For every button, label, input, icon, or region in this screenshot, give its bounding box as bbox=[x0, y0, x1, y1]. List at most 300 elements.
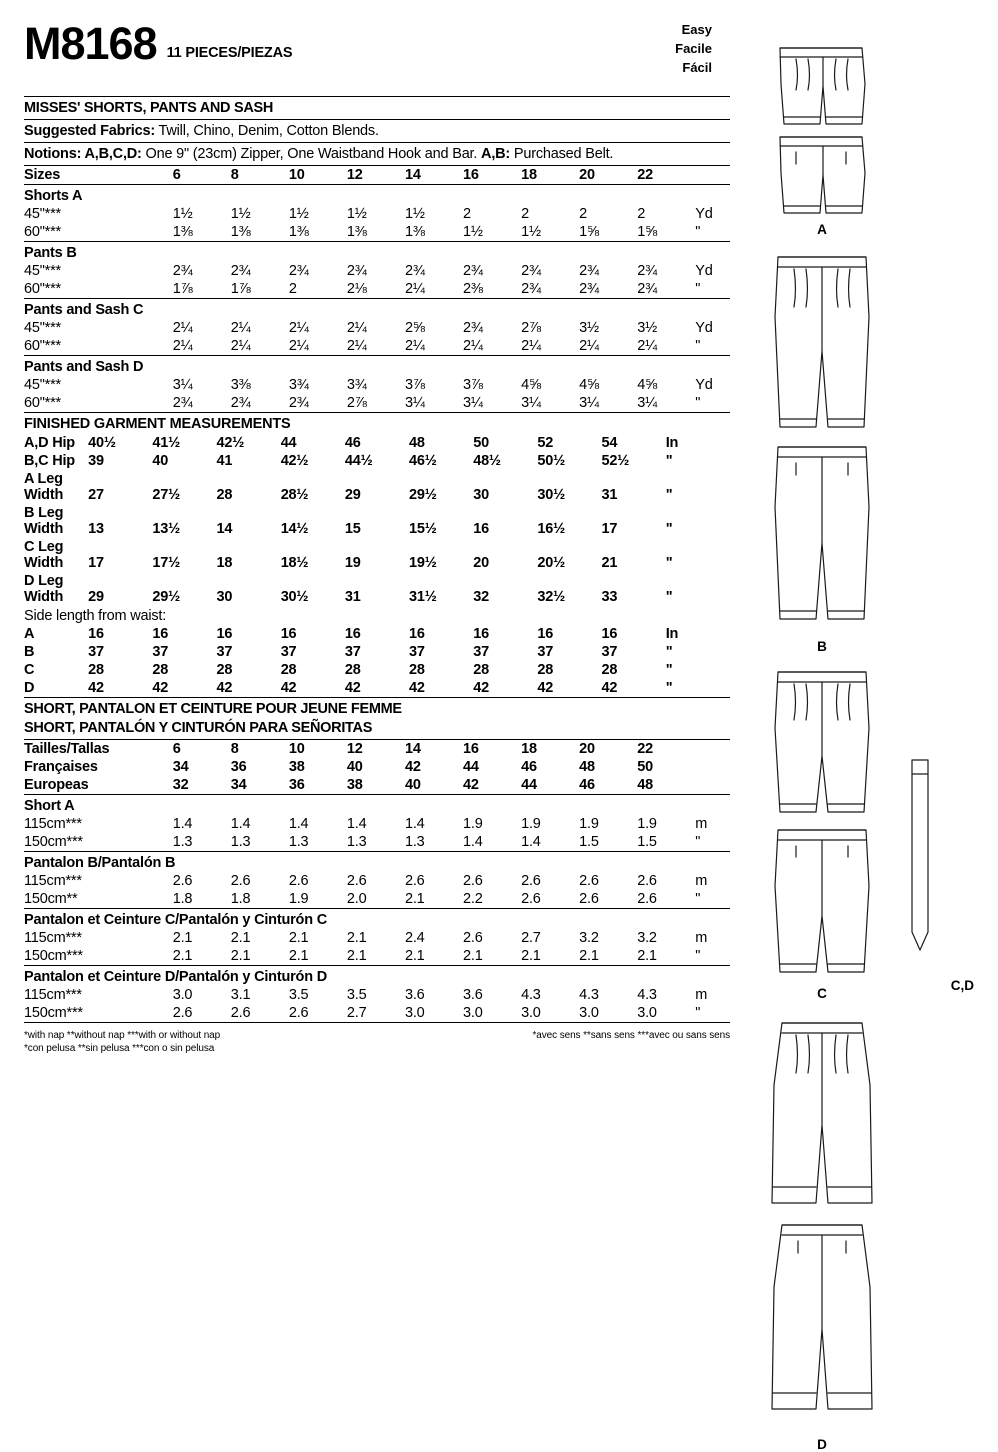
cell: 3.0 bbox=[579, 1005, 599, 1021]
cell: 1½ bbox=[288, 206, 309, 222]
cell: 3.2 bbox=[637, 930, 657, 946]
notions-label-2: A,B: bbox=[481, 146, 511, 162]
cell: 32 bbox=[473, 589, 489, 605]
cell: 2.6 bbox=[404, 873, 425, 889]
spec-table-column bbox=[24, 96, 730, 1059]
cell: 1⅝ bbox=[579, 224, 599, 240]
row-label: 115cm*** bbox=[24, 873, 82, 889]
table-row-section bbox=[24, 795, 730, 816]
cell: 18 bbox=[521, 167, 537, 183]
cell: 39 bbox=[88, 453, 104, 469]
cell: 2¼ bbox=[230, 320, 251, 336]
table-row bbox=[24, 872, 730, 890]
spacer bbox=[173, 356, 730, 377]
cell: 38 bbox=[288, 759, 305, 775]
imperial-yardage-table bbox=[24, 166, 730, 412]
cell: 2.2 bbox=[463, 891, 483, 907]
table-row bbox=[24, 929, 730, 947]
cell: 16 bbox=[216, 626, 233, 642]
row-label: Tailles/Tallas bbox=[24, 741, 110, 757]
cell: 17½ bbox=[152, 555, 180, 571]
cell: 2.1 bbox=[637, 948, 657, 964]
cell: 16 bbox=[409, 626, 425, 642]
unit: Yd bbox=[695, 320, 713, 336]
cell: 3¼ bbox=[404, 395, 425, 411]
table-row bbox=[24, 1004, 730, 1022]
table-row bbox=[24, 890, 730, 909]
unit: " bbox=[665, 589, 673, 605]
cell: 22 bbox=[637, 741, 653, 757]
cell: 2.1 bbox=[404, 948, 425, 964]
cell: 2¼ bbox=[288, 320, 309, 336]
cell: 20 bbox=[473, 555, 489, 571]
cell: 3¼ bbox=[463, 395, 483, 411]
cell: 3.2 bbox=[579, 930, 599, 946]
cell: 16½ bbox=[537, 521, 565, 537]
cell: 1.8 bbox=[172, 891, 193, 907]
cell: 2.0 bbox=[346, 891, 367, 907]
cell: 2.6 bbox=[288, 873, 309, 889]
unit: " bbox=[695, 395, 701, 411]
cell: 48 bbox=[579, 759, 595, 775]
unit: " bbox=[695, 224, 701, 240]
cell: 2.6 bbox=[463, 930, 483, 946]
cell: 10 bbox=[288, 741, 305, 757]
unit: " bbox=[665, 453, 673, 469]
cell: 2⅜ bbox=[463, 281, 483, 297]
unit: Yd bbox=[695, 377, 713, 393]
unit: In bbox=[665, 626, 679, 642]
cell: 42 bbox=[404, 759, 421, 775]
cell: 1.3 bbox=[172, 834, 193, 850]
cell: 44 bbox=[280, 435, 297, 451]
cell: 2.7 bbox=[346, 1005, 367, 1021]
section-label: Shorts A bbox=[24, 185, 173, 206]
spacer bbox=[173, 795, 730, 816]
cell: 1.4 bbox=[404, 816, 425, 832]
notions-value: One 9" (23cm) Zipper, One Waistband Hook and Bar. bbox=[141, 146, 482, 162]
cell: 10 bbox=[288, 167, 305, 183]
spacer bbox=[173, 185, 730, 206]
cell: 2.6 bbox=[346, 873, 367, 889]
cell: 40 bbox=[152, 453, 169, 469]
side-length-label: Side length from waist: bbox=[24, 608, 167, 624]
cell: 37 bbox=[280, 644, 297, 660]
row-label: 150cm*** bbox=[24, 948, 83, 964]
cell: 2.6 bbox=[637, 873, 657, 889]
unit bbox=[695, 740, 730, 758]
unit: In bbox=[665, 435, 679, 451]
cell: 1.4 bbox=[346, 816, 367, 832]
difficulty-block bbox=[675, 20, 712, 77]
cell: 1½ bbox=[230, 206, 251, 222]
cell: 54 bbox=[601, 435, 618, 451]
cell: 32½ bbox=[537, 589, 565, 605]
row-label: 115cm*** bbox=[24, 930, 82, 946]
cell: 3.1 bbox=[230, 987, 251, 1003]
cell: 2.6 bbox=[579, 891, 599, 907]
cell: 36 bbox=[288, 777, 305, 793]
table-row bbox=[24, 643, 730, 661]
cell: 2¾ bbox=[463, 263, 483, 279]
table-row bbox=[24, 280, 730, 299]
cell: 52 bbox=[537, 435, 554, 451]
row-label: 60"*** bbox=[24, 395, 62, 411]
cell: 2.1 bbox=[346, 930, 367, 946]
cell: 14 bbox=[404, 741, 421, 757]
table-row bbox=[24, 661, 730, 679]
cell: 2¼ bbox=[172, 338, 193, 354]
cell: 2¼ bbox=[637, 338, 657, 354]
cell: 44 bbox=[521, 777, 537, 793]
row-label: A bbox=[24, 626, 35, 642]
cell: 37 bbox=[216, 644, 233, 660]
table-row bbox=[24, 815, 730, 833]
cell: 48½ bbox=[473, 453, 501, 469]
section-label: Pantalon B/Pantalón B bbox=[24, 852, 730, 873]
cell: 17 bbox=[88, 555, 104, 571]
row-label: Françaises bbox=[24, 759, 98, 775]
cell: 15 bbox=[344, 521, 361, 537]
cell: 2.1 bbox=[172, 930, 193, 946]
cell: 31 bbox=[601, 487, 618, 503]
illustration-label-a: A bbox=[817, 222, 827, 237]
cell: 29½ bbox=[152, 589, 180, 605]
unit bbox=[695, 776, 730, 795]
cell: 1.9 bbox=[637, 816, 657, 832]
cell: 2⅞ bbox=[521, 320, 541, 336]
table-row bbox=[24, 376, 730, 394]
cell: 3½ bbox=[637, 320, 657, 336]
cell: 1⅞ bbox=[230, 281, 251, 297]
cell: 2 bbox=[521, 206, 529, 222]
cell: 37 bbox=[537, 644, 554, 660]
cell: 40½ bbox=[88, 435, 116, 451]
suggested-fabrics-label: Suggested Fabrics: bbox=[24, 123, 155, 139]
cell: 2¾ bbox=[230, 395, 251, 411]
cell: 3¼ bbox=[521, 395, 541, 411]
cell: 18½ bbox=[280, 555, 309, 571]
section-label: Pantalon et Ceinture D/Pantalón y Cinturón D bbox=[24, 966, 730, 987]
cell: 3.6 bbox=[463, 987, 483, 1003]
cell: 18 bbox=[521, 741, 537, 757]
title-french: SHORT, PANTALON ET CEINTURE POUR JEUNE FEMME bbox=[24, 701, 402, 717]
cell: 2¼ bbox=[404, 338, 425, 354]
cell: 6 bbox=[172, 741, 181, 757]
pants-d-drawing bbox=[736, 1015, 974, 1435]
cell: 8 bbox=[230, 167, 239, 183]
cell: 2¼ bbox=[463, 338, 483, 354]
cell: 2¼ bbox=[579, 338, 599, 354]
cell: 42½ bbox=[280, 453, 309, 469]
cell: 42 bbox=[88, 680, 104, 696]
cell: 1.9 bbox=[463, 816, 483, 832]
cell: 1⅜ bbox=[346, 224, 367, 240]
suggested-fabrics-value: Twill, Chino, Denim, Cotton Blends. bbox=[154, 123, 379, 139]
pants-c-drawing bbox=[736, 664, 974, 1008]
cell: 3½ bbox=[579, 320, 599, 336]
cell: 21 bbox=[601, 555, 618, 571]
cell: 2 bbox=[463, 206, 471, 222]
row-label: A Leg Width bbox=[24, 471, 64, 503]
table-row bbox=[24, 947, 730, 966]
cell: 1½ bbox=[404, 206, 425, 222]
unit: " bbox=[665, 662, 673, 678]
cell: 1.3 bbox=[404, 834, 425, 850]
cell: 48 bbox=[409, 435, 425, 451]
row-label: B Leg Width bbox=[24, 505, 64, 537]
table-row-sizes bbox=[24, 166, 730, 185]
cell: 20½ bbox=[537, 555, 565, 571]
difficulty-fr: Facile bbox=[675, 41, 712, 56]
cell: 14 bbox=[404, 167, 421, 183]
notions-label: Notions: A,B,C,D: bbox=[24, 146, 142, 162]
row-label: 115cm*** bbox=[24, 987, 82, 1003]
cell: 28 bbox=[473, 662, 489, 678]
cell: 3¾ bbox=[288, 377, 309, 393]
cell: 42 bbox=[537, 680, 554, 696]
table-row-section bbox=[24, 966, 730, 987]
cell: 2.1 bbox=[346, 948, 367, 964]
cell: 16 bbox=[463, 741, 479, 757]
cell: 20 bbox=[579, 167, 595, 183]
cell: 30 bbox=[473, 487, 489, 503]
cell: 2¾ bbox=[521, 263, 541, 279]
cell: 28½ bbox=[280, 487, 309, 503]
unit: m bbox=[695, 987, 708, 1003]
cell: 37 bbox=[409, 644, 425, 660]
cell: 2¼ bbox=[521, 338, 541, 354]
spacer bbox=[173, 299, 730, 320]
cell: 3¼ bbox=[637, 395, 657, 411]
unit: m bbox=[695, 816, 708, 832]
cell: 12 bbox=[346, 167, 363, 183]
table-row bbox=[24, 625, 730, 643]
cell: 2.1 bbox=[463, 948, 483, 964]
cell: 40 bbox=[404, 777, 421, 793]
cell: 2¼ bbox=[230, 338, 251, 354]
table-row bbox=[24, 538, 730, 572]
notions-value-2: Purchased Belt. bbox=[510, 146, 614, 162]
unit: " bbox=[665, 644, 673, 660]
cell: 2¾ bbox=[463, 320, 483, 336]
cell: 2¾ bbox=[637, 281, 657, 297]
table-row bbox=[24, 504, 730, 538]
cell: 27 bbox=[88, 487, 104, 503]
cell: 28 bbox=[344, 662, 361, 678]
row-label: 60"*** bbox=[24, 338, 62, 354]
cell: 2.6 bbox=[288, 1005, 309, 1021]
unit: Yd bbox=[695, 263, 713, 279]
cell: 4.3 bbox=[637, 987, 657, 1003]
cell: 2 bbox=[579, 206, 588, 222]
divider bbox=[24, 1022, 730, 1023]
cell: 17 bbox=[601, 521, 618, 537]
cell: 42 bbox=[409, 680, 425, 696]
cell: 3.6 bbox=[404, 987, 425, 1003]
cell: 2¾ bbox=[637, 263, 657, 279]
cell: 1.9 bbox=[579, 816, 599, 832]
illustration-label-cd: C,D bbox=[950, 978, 974, 993]
cell: 2¼ bbox=[288, 338, 309, 354]
cell: 34 bbox=[172, 759, 189, 775]
cell: 46 bbox=[521, 759, 537, 775]
table-row bbox=[24, 679, 730, 697]
cell: 22 bbox=[637, 167, 653, 183]
cell: 48 bbox=[637, 777, 653, 793]
table-row bbox=[24, 740, 730, 758]
cell: 3.5 bbox=[346, 987, 367, 1003]
cell: 16 bbox=[463, 167, 479, 183]
cell: 42 bbox=[152, 680, 169, 696]
cell: 30 bbox=[216, 589, 233, 605]
table-row bbox=[24, 758, 730, 776]
cell: 12 bbox=[346, 741, 363, 757]
cell: 1⅝ bbox=[637, 224, 657, 240]
cell: 42 bbox=[463, 777, 479, 793]
cell: 2 bbox=[288, 281, 297, 297]
unit bbox=[695, 758, 730, 776]
cell: 52½ bbox=[601, 453, 630, 469]
cell: 2¾ bbox=[521, 281, 541, 297]
unit: " bbox=[695, 281, 701, 297]
cell: 2¼ bbox=[404, 281, 425, 297]
row-label: B bbox=[24, 644, 35, 660]
row-label: 150cm*** bbox=[24, 1005, 83, 1021]
unit: Yd bbox=[695, 206, 713, 222]
row-label: 150cm*** bbox=[24, 834, 83, 850]
cell: 3¾ bbox=[346, 377, 367, 393]
cell: 42 bbox=[216, 680, 233, 696]
section-label: Pantalon et Ceinture C/Pantalón y Cinturón C bbox=[24, 909, 730, 930]
cell: 4.3 bbox=[521, 987, 541, 1003]
cell: 2.1 bbox=[404, 891, 425, 907]
row-label: C Leg Width bbox=[24, 539, 64, 571]
table-row-section bbox=[24, 909, 730, 930]
table-row-subsection bbox=[24, 606, 730, 625]
cell: 37 bbox=[152, 644, 169, 660]
cell: 1.9 bbox=[288, 891, 309, 907]
cell: 29 bbox=[88, 589, 104, 605]
section-label: Pants and Sash D bbox=[24, 356, 173, 377]
cell: 1.9 bbox=[521, 816, 541, 832]
cell: 13½ bbox=[152, 521, 180, 537]
unit: " bbox=[665, 487, 673, 503]
cell: 18 bbox=[216, 555, 233, 571]
cell: 14½ bbox=[280, 521, 309, 537]
table-row-section bbox=[24, 356, 730, 377]
unit: " bbox=[695, 834, 701, 850]
cell: 4⅝ bbox=[579, 377, 599, 393]
cell: 2.6 bbox=[521, 873, 541, 889]
cell: 2.1 bbox=[288, 948, 309, 964]
cell: 1.4 bbox=[172, 816, 193, 832]
cell: 15½ bbox=[409, 521, 437, 537]
cell: 3.0 bbox=[637, 1005, 657, 1021]
cell: 3.0 bbox=[404, 1005, 425, 1021]
table-row bbox=[24, 337, 730, 356]
row-label: B,C Hip bbox=[24, 453, 75, 469]
cell: 3.5 bbox=[288, 987, 309, 1003]
section-label: Pants and Sash C bbox=[24, 299, 173, 320]
footnote-right bbox=[533, 1029, 730, 1042]
cell: 2¾ bbox=[230, 263, 251, 279]
cell: 28 bbox=[216, 487, 233, 503]
cell: 1.8 bbox=[230, 891, 251, 907]
cell: 29 bbox=[344, 487, 361, 503]
table-row bbox=[24, 223, 730, 242]
cell: 31 bbox=[344, 589, 361, 605]
cell: 1⅞ bbox=[172, 281, 193, 297]
cell: 2.6 bbox=[172, 1005, 193, 1021]
table-row bbox=[24, 572, 730, 606]
unit: " bbox=[695, 338, 701, 354]
cell: 2¾ bbox=[172, 263, 193, 279]
table-row bbox=[24, 452, 730, 470]
cell: 16 bbox=[280, 626, 297, 642]
garment-title: MISSES' SHORTS, PANTS AND SASH bbox=[24, 100, 274, 116]
title-spanish: SHORT, PANTALÓN Y CINTURÓN PARA SEÑORITAS bbox=[24, 720, 373, 736]
cell: 2.6 bbox=[521, 891, 541, 907]
illustration-label-d: D bbox=[817, 1437, 827, 1452]
cell: 28 bbox=[601, 662, 618, 678]
row-label: 45"*** bbox=[24, 320, 62, 336]
unit: " bbox=[665, 521, 673, 537]
table-row bbox=[24, 833, 730, 852]
cell: 2¾ bbox=[579, 263, 599, 279]
row-label: C bbox=[24, 662, 35, 678]
cell: 1.3 bbox=[288, 834, 309, 850]
illustration-view-d bbox=[736, 1015, 974, 1452]
cell: 41 bbox=[216, 453, 233, 469]
cell: 2¾ bbox=[288, 395, 309, 411]
cell: 44 bbox=[463, 759, 479, 775]
cell: 40 bbox=[346, 759, 363, 775]
table-row-section bbox=[24, 413, 730, 434]
cell: 2.6 bbox=[230, 1005, 251, 1021]
row-label: 45"*** bbox=[24, 206, 62, 222]
cell: 33 bbox=[601, 589, 618, 605]
cell: 30½ bbox=[280, 589, 309, 605]
row-label: Sizes bbox=[24, 167, 61, 183]
cell: 2.7 bbox=[521, 930, 541, 946]
cell: 42 bbox=[280, 680, 297, 696]
cell: 1½ bbox=[172, 206, 193, 222]
cell: 1½ bbox=[521, 224, 541, 240]
table-row bbox=[24, 262, 730, 280]
spacer bbox=[173, 242, 730, 263]
cell: 2.4 bbox=[404, 930, 425, 946]
cell: 16 bbox=[473, 626, 489, 642]
cell: 1⅜ bbox=[288, 224, 309, 240]
footnote-en: *with nap **without nap ***with or without nap bbox=[24, 1030, 221, 1041]
cell: 42½ bbox=[216, 435, 245, 451]
cell: 1.4 bbox=[288, 816, 309, 832]
cell: 1⅜ bbox=[230, 224, 251, 240]
cell: 50 bbox=[473, 435, 489, 451]
cell: 2¾ bbox=[172, 395, 193, 411]
cell: 1½ bbox=[463, 224, 483, 240]
table-row-section bbox=[24, 299, 730, 320]
illustration-view-a bbox=[736, 24, 974, 237]
cell: 42 bbox=[473, 680, 489, 696]
cell: 46 bbox=[579, 777, 595, 793]
cell: 2.6 bbox=[637, 891, 657, 907]
finished-measurements-table bbox=[24, 413, 730, 697]
cell: 50½ bbox=[537, 453, 565, 469]
cell: 2¼ bbox=[346, 338, 367, 354]
cell: 3⅜ bbox=[230, 377, 251, 393]
